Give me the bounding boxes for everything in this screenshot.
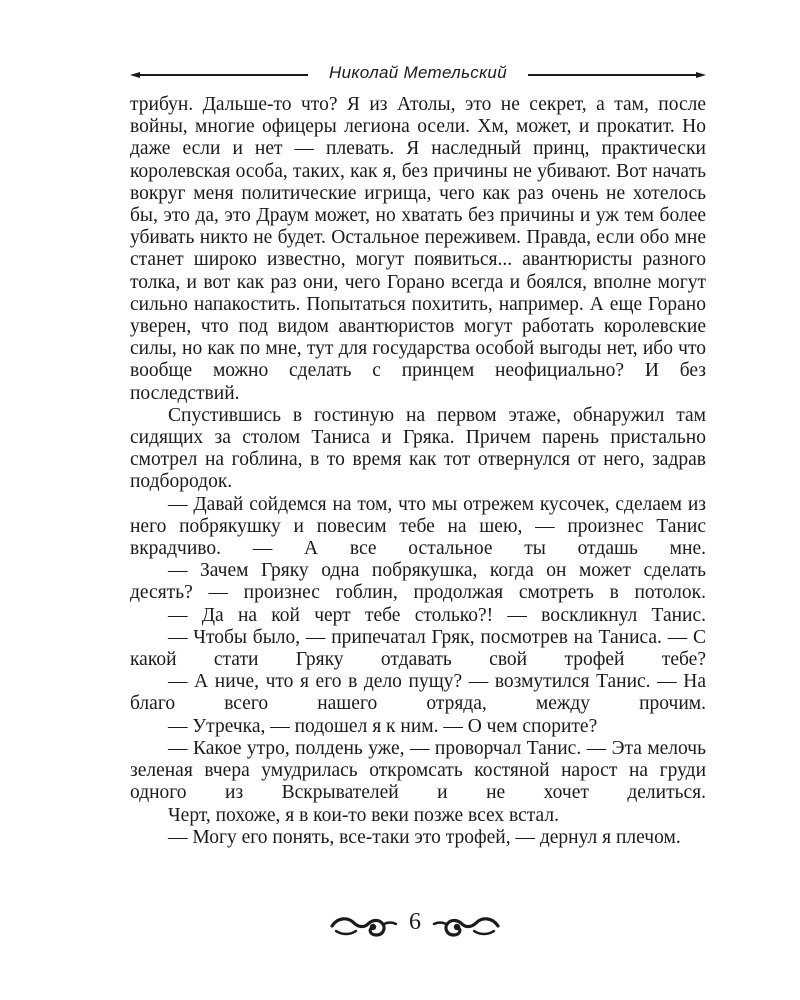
body-text xyxy=(130,94,706,849)
header-rule-right xyxy=(528,74,696,76)
paragraph: Черт, похоже, я в кои-то веки позже всех встал. xyxy=(168,804,559,826)
paragraph: — Давай сойдемся на том, что мы отрежем кусочек, сделаем из него побрякушку и повесим тебе на шею, — произнес Танис вкрадчиво. — А все остальное ты отдашь мне. xyxy=(130,493,706,560)
paragraph: — Утречка, — подошел я к ним. — О чем спорите? xyxy=(168,715,598,737)
paragraph: Спустившись в гостиную на первом этаже, обнаружил там сидящих за столом Таниса и Гряка. Причем парень пристально смотрел на гоблина, в то время как тот отвернулся от него, задрав подбородок. xyxy=(130,404,706,493)
running-header xyxy=(130,62,706,86)
scroll-ornament-right-icon xyxy=(432,911,500,941)
paragraph: — А ниче, что я его в дело пущу? — возмутился Танис. — На благо всего нашего отряда, между прочим. xyxy=(130,671,706,715)
paragraph: — Какое утро, полдень уже, — проворчал Танис. — Эта мелочь зеленая вчера умудрилась откромсать костяной нарост на груди одного из Вскрывателей и не хочет делиться. xyxy=(130,737,706,804)
page-number: 6 xyxy=(409,909,421,935)
page-footer xyxy=(330,905,500,945)
paragraph: — Зачем Гряку одна побрякушка, когда он может сделать десять? — произнес гоблин, продолжая смотреть в потолок. xyxy=(130,560,706,604)
paragraph: — Чтобы было, — припечатал Гряк, посмотрев на Таниса. — С какой стати Гряку отдавать свой трофей тебе? xyxy=(130,626,706,671)
author-name: Николай Метельский xyxy=(329,63,507,82)
arrowhead-right-icon xyxy=(696,70,706,80)
paragraph: — Могу его понять, все-таки это трофей, — дернул я плечом. xyxy=(168,826,681,848)
paragraph: трибун. Дальше-то что? Я из Атолы, это не секрет, а там, после войны, многие офицеры легиона осели. Хм, может, и прокатит. Но даже если и нет — плевать. Я наследный принц, практически королевская особа, таких, как я, без причины не убивают. Вот начать вокруг меня политические игрища, чего как раз очень не хотелось бы, это да, это Драум может, но хватать без причины и уж тем более убивать никто не будет. Остальное переживем. Правда, если обо мне станет широко известно, могут появиться... авантюристы разного толка, и вот как раз они, чего Горано всегда и боялся, вполне могут сильно напакостить. Попытаться похитить, например. А еще Горано уверен, что под видом авантюристов могут работать королевские силы, но как по мне, тут для государства особой выгоды нет, ибо что вообще можно сделать с принцем неофициально? И без последствий. xyxy=(130,94,706,404)
paragraph: — Да на кой черт тебе столько?! — воскликнул Танис. xyxy=(168,604,706,626)
